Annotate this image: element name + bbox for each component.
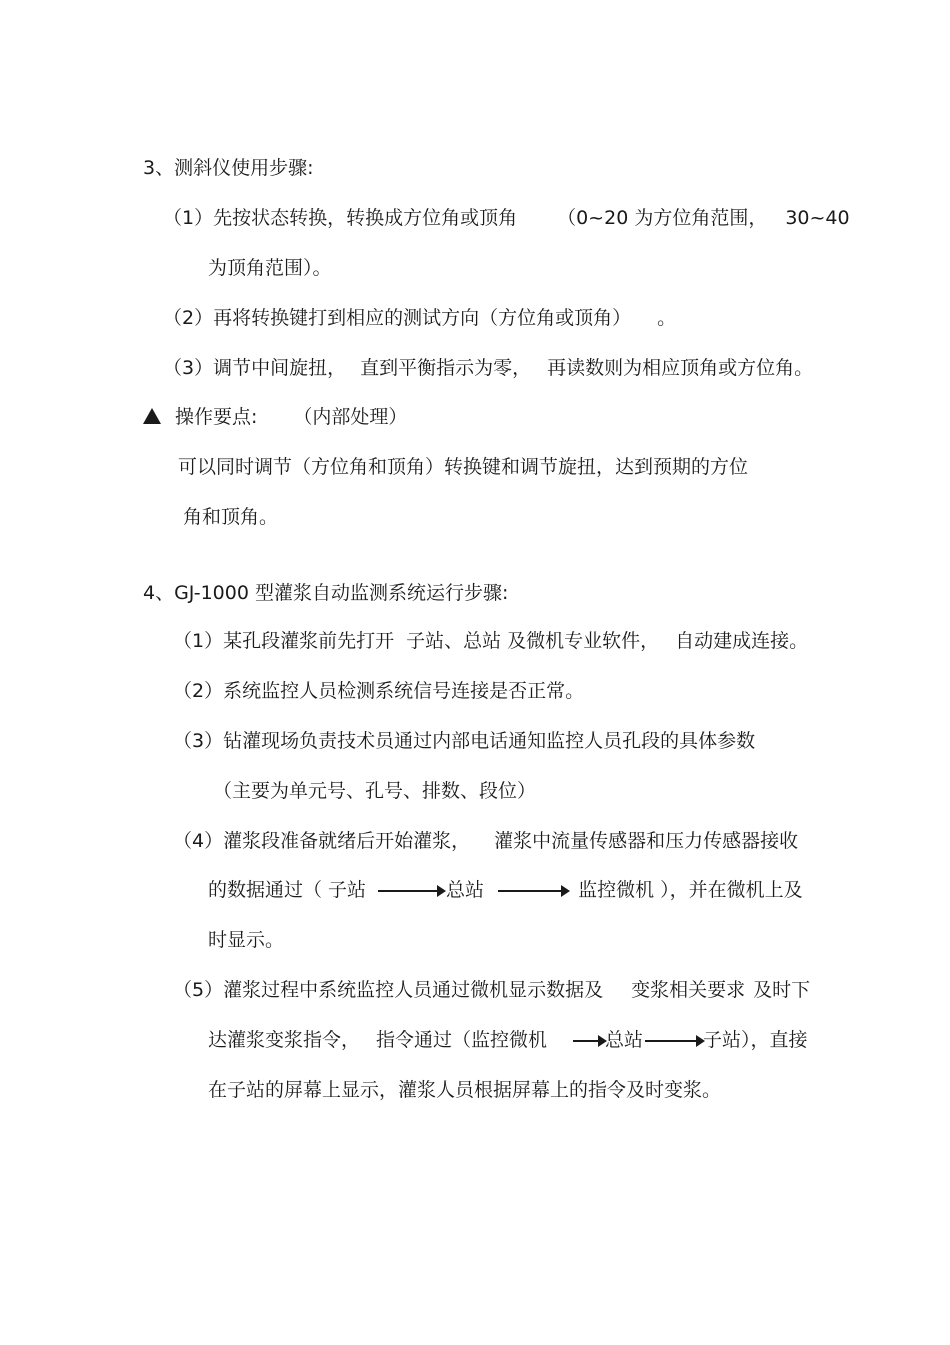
step-4-4-b: 灌浆中流量传感器和压力传感器接收 <box>494 830 799 852</box>
step-3-1-b: （0~20 为方位角范围， <box>557 207 768 229</box>
step-4-5-a3: 及时下 <box>753 979 811 1001</box>
step-4-2-text: （2）系统监控人员检测系统信号连接是否正常。 <box>173 680 585 702</box>
section-4-title: 4、GJ-1000 型灌浆自动监测系统运行步骤: <box>143 582 509 604</box>
note-title: 操作要点: <box>175 406 258 428</box>
step-3-2-b: 。 <box>657 307 677 329</box>
step-4-4-c1: 的数据通过（ 子站 <box>208 879 367 901</box>
arrow-right-icon <box>378 890 444 892</box>
step-4-5-a1: （5）灌浆过程中系统监控人员通过微机显示数据及 <box>173 979 604 1001</box>
step-4-5-cont <box>208 1027 808 1053</box>
step-3-2-text <box>163 305 676 331</box>
section-3-title: 3、测斜仪使用步骤: <box>143 157 314 179</box>
triangle-bullet-icon <box>143 408 161 424</box>
step-3-3-a: （3）调节中间旋扭， <box>163 357 347 379</box>
step-3-1-cont: 为顶角范围）。 <box>208 257 332 279</box>
step-4-3-cont: （主要为单元号、孔号、排数、段位） <box>213 780 537 802</box>
note-heading <box>143 404 407 430</box>
step-4-1-a: （1）某孔段灌浆前先打开 <box>173 630 395 652</box>
step-4-1-c: 自动建成连接。 <box>675 630 809 652</box>
step-4-1-text <box>173 628 808 654</box>
step-4-4-text <box>173 828 798 854</box>
arrow-right-icon <box>573 1040 605 1042</box>
step-3-1-a: （1）先按状态转换，转换成方位角或顶角 <box>163 207 518 229</box>
step-4-4-c2: 总站 <box>446 879 485 901</box>
step-4-3-text: （3）钻灌现场负责技术员通过内部电话通知监控人员孔段的具体参数 <box>173 730 756 752</box>
step-3-2-a: （2）再将转换键打到相应的测试方向（方位角或顶角） <box>163 307 632 329</box>
step-4-5-a2: 变浆相关要求 <box>631 979 746 1001</box>
note-line-1: 可以同时调节（方位角和顶角）转换键和调节旋扭，达到预期的方位 <box>178 456 749 478</box>
step-3-1-c: 30~40 <box>785 207 850 229</box>
arrow-right-icon <box>645 1040 703 1042</box>
step-3-1-text <box>163 205 850 231</box>
note-tag: （内部处理） <box>293 406 408 428</box>
step-3-3-c: 再读数则为相应顶角或方位角。 <box>547 357 814 379</box>
step-4-4-cont-2: 时显示。 <box>208 929 285 951</box>
arrow-right-icon <box>498 890 568 892</box>
step-4-5-b2: 指令通过（监控微机 <box>376 1029 548 1051</box>
step-4-4-cont <box>208 877 803 903</box>
step-3-3-b: 直到平衡指示为零， <box>360 357 532 379</box>
step-3-3-text <box>163 355 813 381</box>
step-4-5-b1: 达灌浆变浆指令， <box>208 1029 361 1051</box>
step-4-5-cont-2: 在子站的屏幕上显示，灌浆人员根据屏幕上的指令及时变浆。 <box>208 1079 722 1101</box>
step-4-1-b: 子站、总站 及微机专业软件， <box>406 630 660 652</box>
step-4-5-b3: 总站 <box>605 1029 644 1051</box>
step-4-4-c3: 监控微机 ），并在微机上及 <box>578 879 803 901</box>
step-4-5-b4: 子站），直接 <box>703 1029 808 1051</box>
step-4-5-text <box>173 977 810 1003</box>
step-4-4-a: （4）灌浆段准备就绪后开始灌浆， <box>173 830 471 852</box>
note-line-2: 角和顶角。 <box>183 506 279 528</box>
